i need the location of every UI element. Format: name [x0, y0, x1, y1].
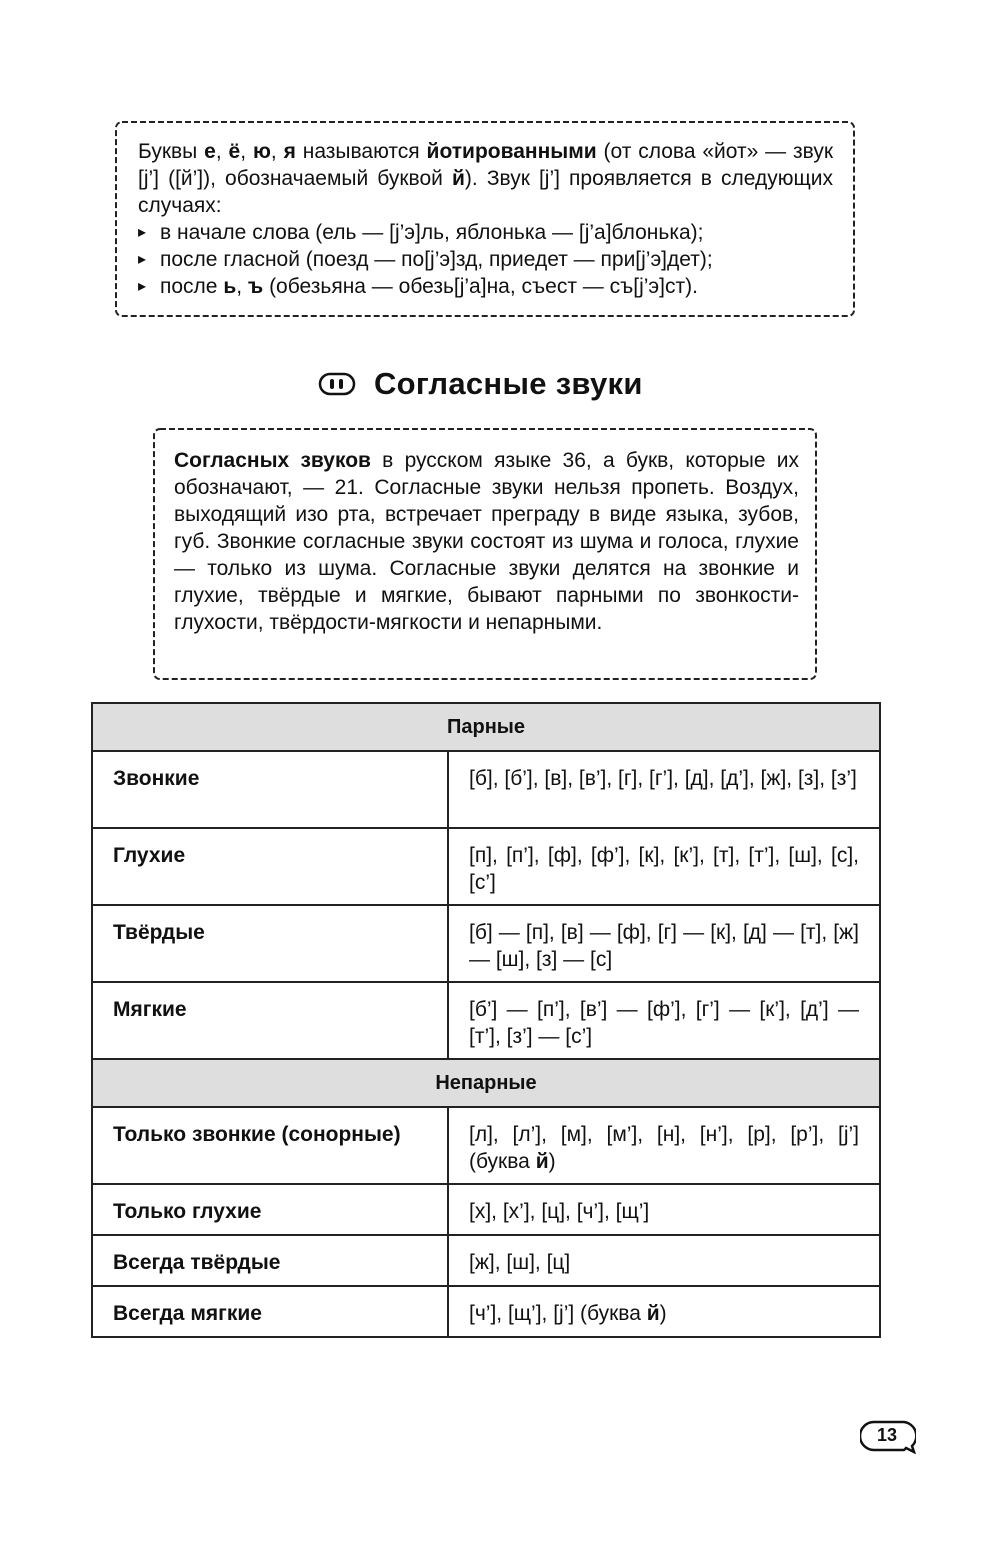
- table-row: [92, 1235, 880, 1286]
- sounds-text-end: ): [548, 1150, 556, 1173]
- table-row: [92, 982, 880, 1059]
- table-row: [92, 828, 880, 905]
- text-run: в начале слова (ель — [j’э]ль, яблонька — [j’а]блонька);: [160, 221, 704, 244]
- sounds-text: [х], [х’], [ц], [ч’], [щ’]: [469, 1200, 650, 1223]
- row-sounds: [б] — [п], [в] — [ф], [г] — [к], [д] — [т], [ж] — [ш], [з] — [с]: [448, 905, 880, 982]
- text-run: после: [160, 275, 224, 298]
- text-run: Буквы: [138, 140, 205, 163]
- bold-text: е: [204, 140, 216, 163]
- bold-text: ъ: [247, 275, 264, 298]
- intro-bullet-item: [138, 219, 833, 246]
- row-sounds: [448, 1235, 880, 1286]
- bold-text: Согласных звуков: [174, 449, 371, 472]
- bold-text: ь: [223, 275, 237, 298]
- table-row: [92, 905, 880, 982]
- row-label: Всегда мягкие: [92, 1286, 448, 1337]
- row-sounds: [б’] — [п’], [в’] — [ф’], [г’] — [к’], [д’] — [т’], [з’] — [с’]: [448, 982, 880, 1059]
- table-row: [92, 1286, 880, 1337]
- definition-box: [150, 425, 820, 683]
- bold-text: ю: [252, 140, 271, 163]
- page-number: 13: [876, 1425, 898, 1445]
- intro-box: [112, 118, 858, 320]
- letter-bold: й: [646, 1302, 660, 1325]
- intro-bullet-item: [138, 246, 833, 273]
- row-label: Глухие: [92, 828, 448, 905]
- row-label: Твёрдые: [92, 905, 448, 982]
- bold-text: й: [451, 167, 465, 190]
- consonants-table: [91, 702, 881, 1338]
- row-label: Звонкие: [92, 751, 448, 828]
- definition-paragraph: [174, 447, 799, 636]
- sounds-text: [ж], [ш], [ц]: [469, 1251, 571, 1274]
- row-sounds: [448, 1184, 880, 1235]
- section-title: Согласные звуки: [374, 366, 643, 401]
- text-run: ,: [236, 275, 248, 298]
- text-run: ). Звук [j’] проявляется в следующих случаях:: [138, 167, 834, 217]
- intro-bullet-list: [138, 219, 833, 300]
- table-row: [92, 1184, 880, 1235]
- text-run: называются: [295, 140, 427, 163]
- bold-text: ё: [228, 140, 241, 163]
- paired-header-cell: Парные: [92, 703, 880, 751]
- bold-text: я: [283, 140, 296, 163]
- table-row: [92, 1107, 880, 1184]
- text-run: в русском языке 36, а букв, которые их обозначают, — 21. Согласные звуки нельзя пропеть. Воздух, выходящий изо рта, встречает преграду в виде языка, зубов, губ. Звонкие согласные звуки состоят из шума и голоса, глухие — только из шума. Согласные звуки делятся на звонкие и глухие, твёрдые и мягкие, бывают парными по звонкости-глухости, твёрдости-мягкости и непарными.: [174, 449, 799, 634]
- unpaired-header: [92, 1059, 880, 1107]
- row-sounds: [п], [п’], [ф], [ф’], [к], [к’], [т], [т’], [ш], [с], [с’]: [448, 828, 880, 905]
- sounds-text-end: ): [659, 1302, 667, 1325]
- table-row: [92, 751, 880, 828]
- row-label: Только звонкие (сонорные): [92, 1107, 448, 1184]
- paired-header: [92, 703, 880, 751]
- text-run: (обезьяна — обезь[j’а]на, съест — съ[j’э]ст).: [263, 275, 698, 298]
- text-run: ,: [215, 140, 229, 163]
- sounds-text: [ч’], [щ’], [j’] (буква: [469, 1302, 647, 1325]
- intro-bullet-item: [138, 273, 833, 300]
- text-run: ,: [270, 140, 284, 163]
- letter-bold: й: [535, 1150, 549, 1173]
- text-run: после гласной (поезд — по[j’э]зд, приедет — при[j’э]дет);: [160, 248, 713, 271]
- row-label: Только глухие: [92, 1184, 448, 1235]
- sounds-text: [л], [л’], [м], [м’], [н], [н’], [р], [р’], [j’] (буква: [469, 1123, 859, 1173]
- text-run: (от слова «йот» — звук [j’] ([й’]), обозначаемый буквой: [138, 140, 834, 190]
- bold-text: йотированными: [426, 140, 597, 163]
- text-run: ,: [240, 140, 253, 163]
- row-label: Всегда твёрдые: [92, 1235, 448, 1286]
- unpaired-header-cell: Непарные: [92, 1059, 880, 1107]
- section-heading: [318, 362, 643, 406]
- row-label: Мягкие: [92, 982, 448, 1059]
- speech-sounds-icon: [318, 371, 356, 397]
- intro-paragraph: [138, 138, 833, 219]
- row-sounds: [448, 1107, 880, 1184]
- row-sounds: [448, 1286, 880, 1337]
- row-sounds: [б], [б’], [в], [в’], [г], [г’], [д], [д’], [ж], [з], [з’]: [448, 751, 880, 828]
